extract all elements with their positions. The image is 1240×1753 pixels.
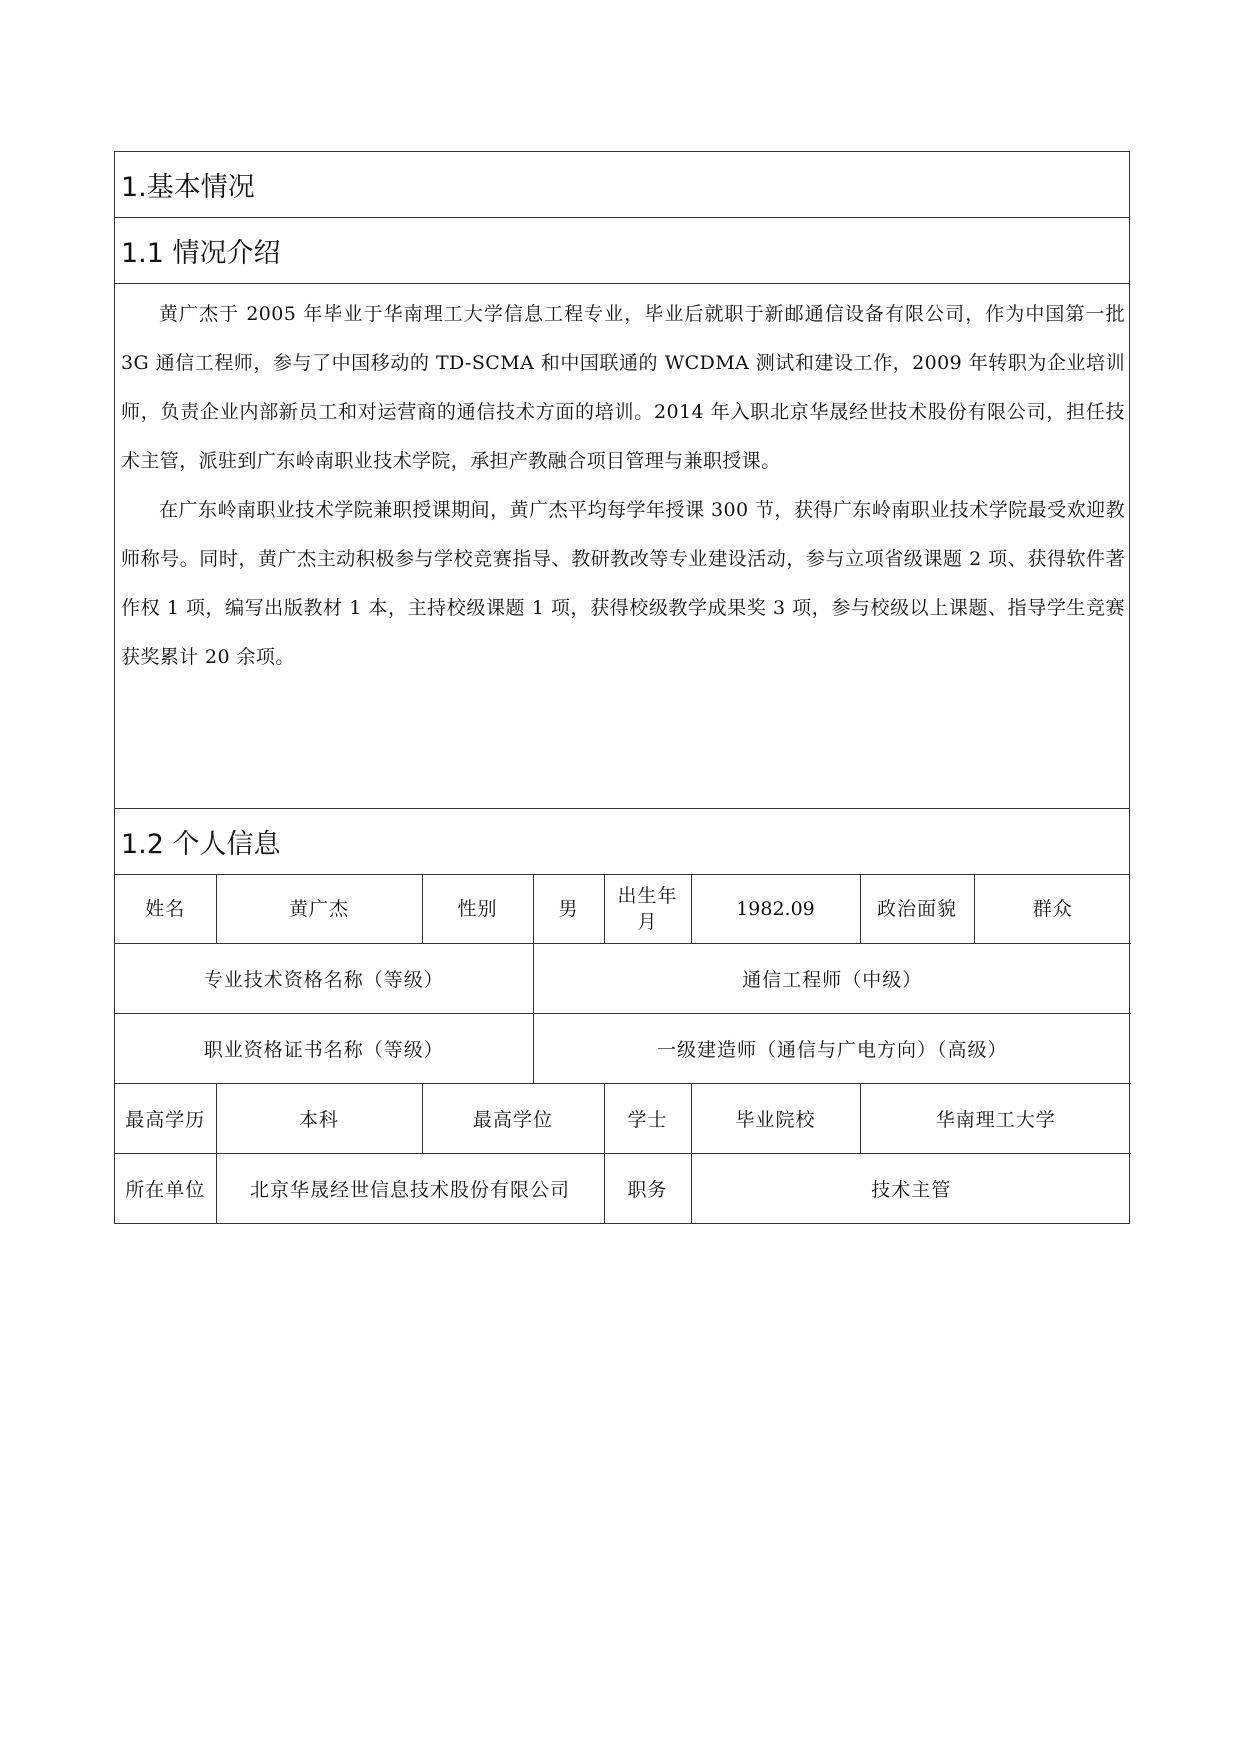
table-row — [115, 1083, 1131, 1153]
education-label: 最高学历 — [115, 1083, 216, 1153]
gender-label: 性别 — [422, 875, 533, 943]
name-value: 黄广杰 — [216, 875, 422, 943]
school-label: 毕业院校 — [691, 1083, 860, 1153]
section-title-basic: 1.基本情况 — [115, 152, 1129, 218]
section-title-introduction: 1.1 情况介绍 — [115, 218, 1129, 284]
employer-value: 北京华晟经世信息技术股份有限公司 — [216, 1153, 604, 1223]
document-frame — [114, 151, 1130, 1224]
table-row — [115, 943, 1131, 1013]
tech-qualification-value: 通信工程师（中级） — [533, 943, 1131, 1013]
political-value: 群众 — [974, 875, 1131, 943]
degree-value: 学士 — [604, 1083, 691, 1153]
gender-value: 男 — [533, 875, 604, 943]
table-row — [115, 875, 1131, 943]
political-label: 政治面貌 — [860, 875, 974, 943]
professional-certificate-value: 一级建造师（通信与广电方向）（高级） — [533, 1013, 1131, 1083]
position-value: 技术主管 — [871, 1178, 952, 1201]
introduction-body — [115, 284, 1129, 809]
education-value: 本科 — [216, 1083, 422, 1153]
birth-label: 出生年月 — [604, 875, 691, 943]
degree-label: 最高学位 — [422, 1083, 604, 1153]
name-label: 姓名 — [115, 875, 216, 943]
tech-qualification-label: 专业技术资格名称（等级） — [115, 943, 533, 1013]
introduction-paragraph: 在广东岭南职业技术学院兼职授课期间，黄广杰平均每学年授课 300 节，获得广东岭南职业技术学院最受欢迎教师称号。同时，黄广杰主动积极参与学校竞赛指导、教研教改等专业建设活动，参与立项省级课题 2 项、获得软件著作权 1 项，编写出版教材 1 本，主持校级课题 1 项，获得校级教学成果奖 3 项，参与校级以上课题、指导学生竞赛获奖累计 20 余项。 — [121, 499, 1125, 668]
personal-info-table — [115, 875, 1131, 1223]
position-label: 职务 — [604, 1153, 691, 1223]
school-value: 华南理工大学 — [860, 1083, 1131, 1153]
introduction-paragraph: 黄广杰于 2005 年毕业于华南理工大学信息工程专业，毕业后就职于新邮通信设备有限公司，作为中国第一批 3G 通信工程师，参与了中国移动的 TD-SCMA 和中国联通的 WCDMA 测试和建设工作，2009 年转职为企业培训师，负责企业内部新员工和对运营商的通信技术方面的培训。2014 年入职北京华晟经世技术股份有限公司，担任技术主管，派驻到广东岭南职业技术学院，承担产教融合项目管理与兼职授课。 — [121, 303, 1125, 472]
table-row — [115, 1153, 1131, 1223]
table-row — [115, 1013, 1131, 1083]
professional-certificate-label: 职业资格证书名称（等级） — [115, 1013, 533, 1083]
section-title-personal-info: 1.2 个人信息 — [115, 809, 1129, 875]
employer-label: 所在单位 — [115, 1153, 216, 1223]
birth-value: 1982.09 — [691, 875, 860, 943]
